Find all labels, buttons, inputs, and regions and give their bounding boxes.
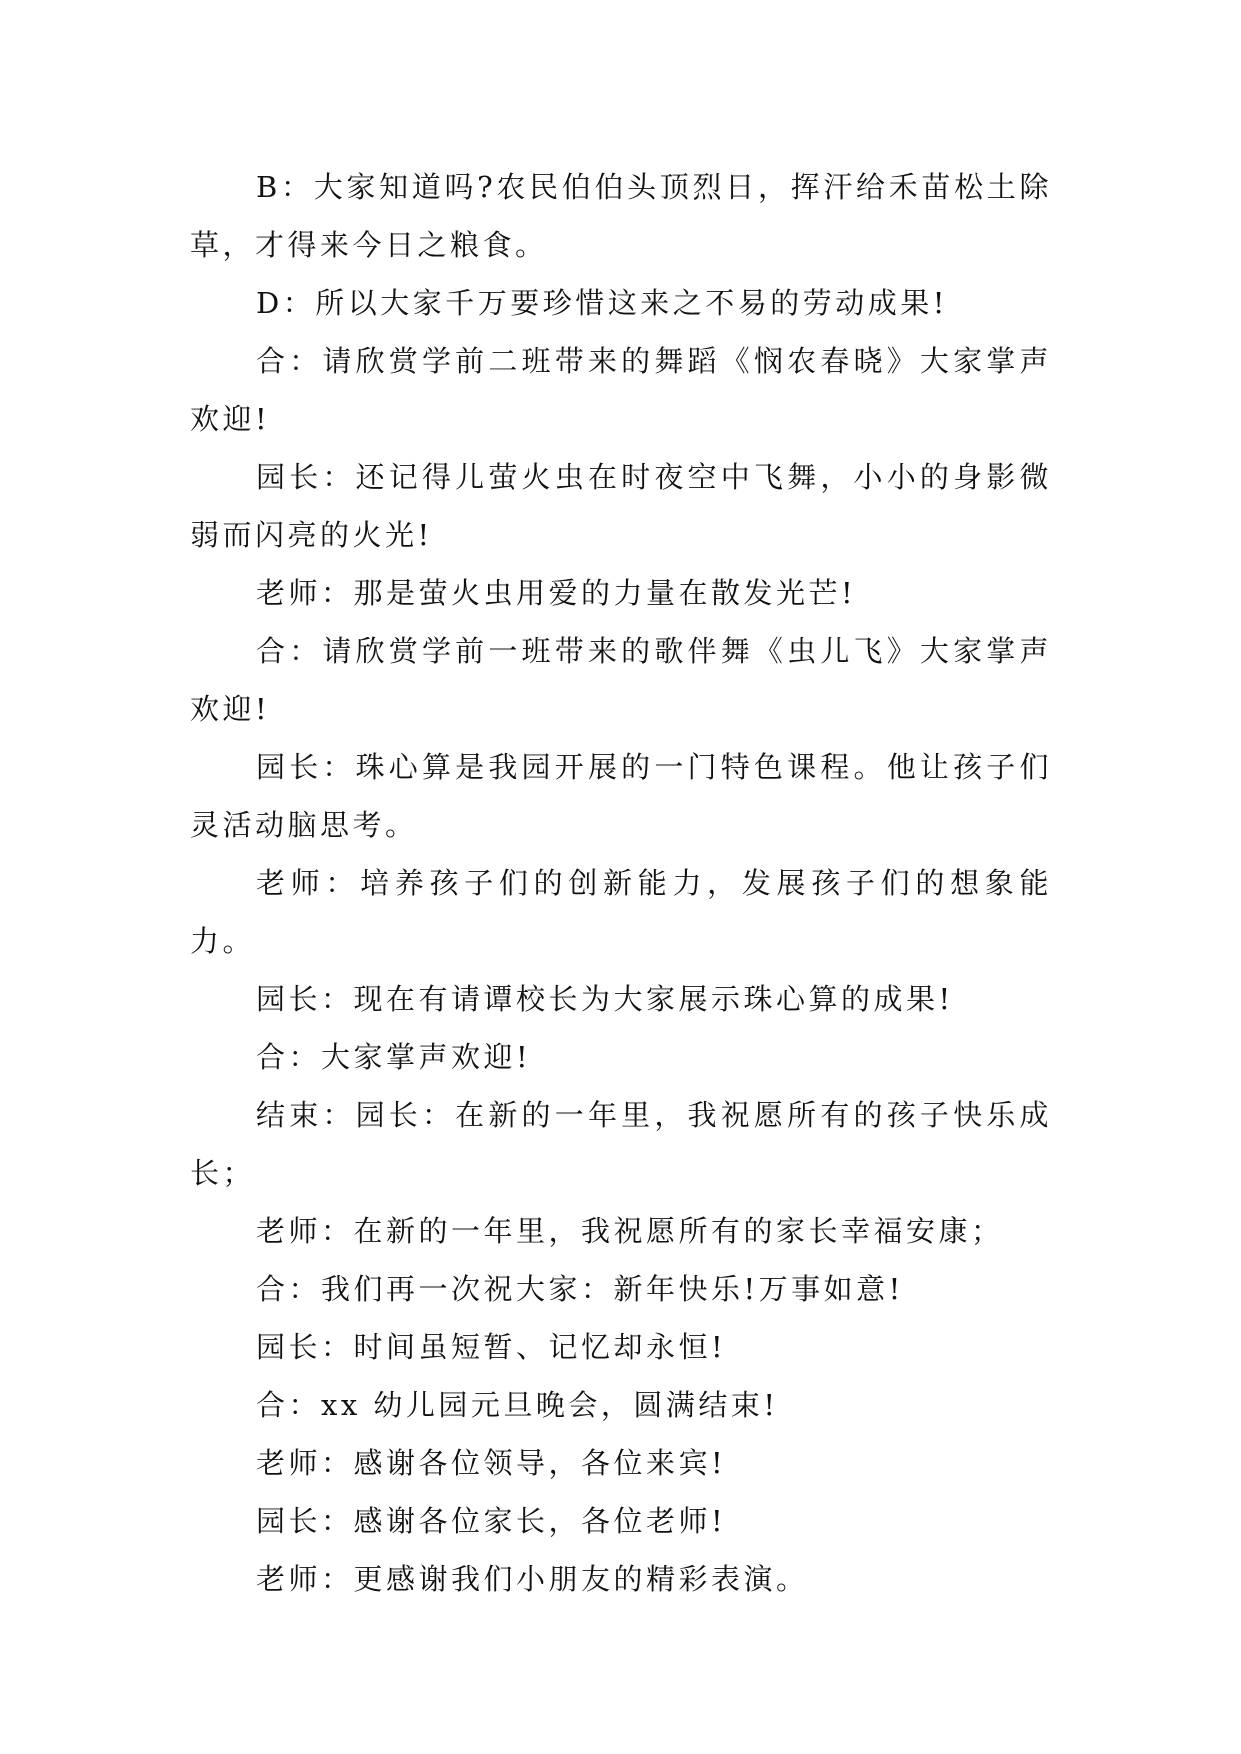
paragraph: 合：请欣赏学前二班带来的舞蹈《悯农春晓》大家掌声欢迎!: [190, 344, 1052, 436]
paragraph: 合：请欣赏学前一班带来的歌伴舞《虫儿飞》大家掌声欢迎!: [190, 634, 1052, 726]
paragraph: B：大家知道吗?农民伯伯头顶烈日，挥汗给禾苗松土除草，才得来今日之粮食。: [190, 170, 1052, 262]
paragraph: 合：大家掌声欢迎!: [256, 1040, 532, 1074]
paragraph: 老师：感谢各位领导，各位来宾!: [256, 1446, 727, 1480]
paragraph: 老师：那是萤火虫用爱的力量在散发光芒!: [256, 576, 857, 610]
paragraph: 老师：培养孩子们的创新能力，发展孩子们的想象能力。: [190, 866, 1052, 958]
paragraph: 老师：更感谢我们小朋友的精彩表演。: [256, 1562, 809, 1596]
paragraph: 合：xx 幼儿园元旦晚会，圆满结束!: [256, 1388, 779, 1422]
paragraph: 园长：时间虽短暂、记忆却永恒!: [256, 1330, 727, 1364]
paragraph: 结束：园长：在新的一年里，我祝愿所有的孩子快乐成长；: [190, 1098, 1052, 1190]
paragraph: 合：我们再一次祝大家：新年快乐!万事如意!: [256, 1272, 904, 1306]
paragraph: 园长：感谢各位家长，各位老师!: [256, 1504, 727, 1538]
paragraph: 园长：还记得儿萤火虫在时夜空中飞舞，小小的身影微弱而闪亮的火光!: [190, 460, 1052, 552]
paragraph: 老师：在新的一年里，我祝愿所有的家长幸福安康；: [256, 1214, 1004, 1248]
paragraph: 园长：现在有请谭校长为大家展示珠心算的成果!: [256, 982, 954, 1016]
document-body: [190, 158, 1052, 1608]
paragraph: 园长：珠心算是我园开展的一门特色课程。他让孩子们灵活动脑思考。: [190, 750, 1052, 842]
paragraph: D：所以大家千万要珍惜这来之不易的劳动成果!: [256, 286, 948, 320]
